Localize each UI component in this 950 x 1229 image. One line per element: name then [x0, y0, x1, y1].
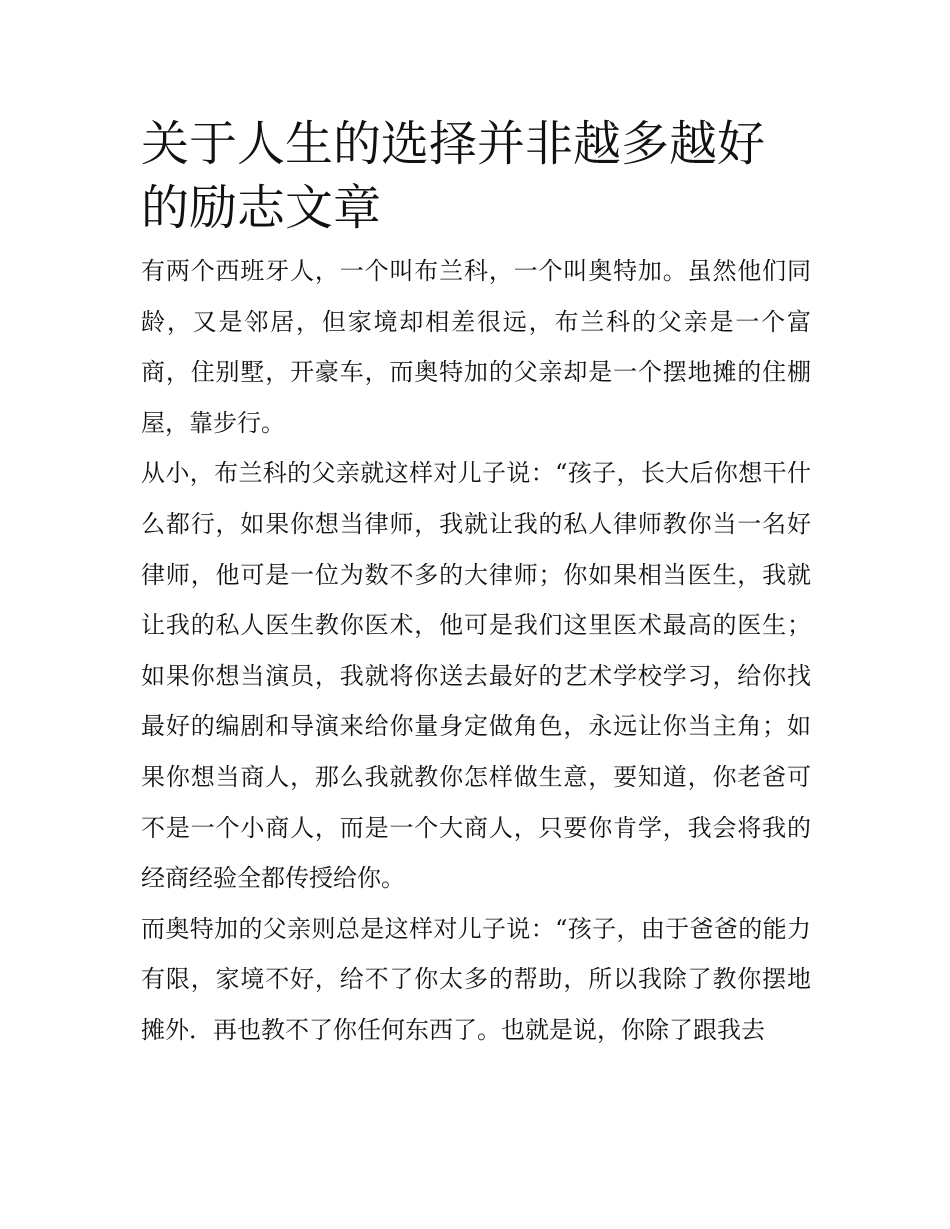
- paragraph-1: 有两个西班牙人，一个叫布兰科，一个叫奥特加。虽然他们同龄，又是邻居，但家境却相差很远，布兰科的父亲是一个富商，住别墅，开豪车，而奥特加的父亲却是一个摆地摊的住棚屋，靠步行。: [141, 257, 811, 437]
- paragraph-3: 而奥特加的父亲则总是这样对儿子说：“孩子，由于爸爸的能力有限，家境不好，给不了你太多的帮助，所以我除了教你摆地摊外．再也教不了你任何东西了。也就是说，你除了跟我去: [141, 914, 811, 1044]
- paragraph-2: 从小，布兰科的父亲就这样对儿子说：“孩子，长大后你想干什么都行，如果你想当律师，我就让我的私人律师教你当一名好律师，他可是一位为数不多的大律师；你如果相当医生，我就让我的私人医生教你医术，他可是我们这里医术最高的医生；如果你想当演员，我就将你送去最好的艺术学校学习，给你找最好的编剧和导演来给你量身定做角色，永远让你当主角；如果你想当商人，那么我就教你怎样做生意，要知道，你老爸可不是一个小商人，而是一个大商人，只要你肯学，我会将我的经商经验全都传授给你。: [141, 459, 811, 893]
- document-body: [141, 112, 811, 1056]
- document-title: 关于人生的选择并非越多越好的励志文章: [141, 116, 766, 236]
